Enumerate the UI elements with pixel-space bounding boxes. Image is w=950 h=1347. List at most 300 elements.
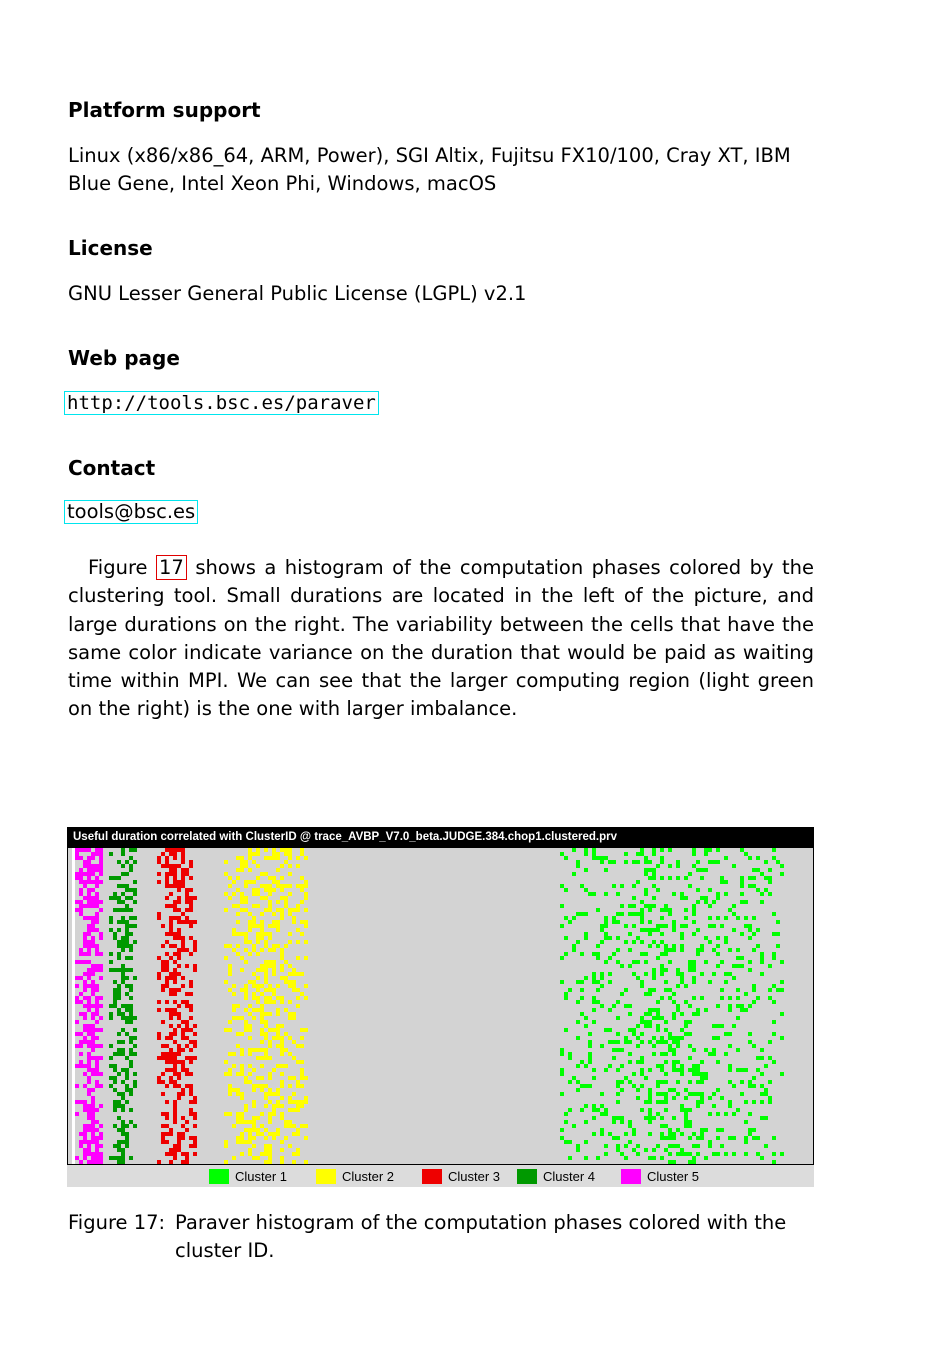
histogram-cell: [288, 908, 292, 912]
histogram-cell: [109, 1044, 113, 1048]
histogram-cell: [736, 996, 740, 1000]
histogram-cell: [272, 1132, 276, 1136]
histogram-cell: [780, 1036, 784, 1040]
histogram-cell: [608, 1132, 612, 1136]
histogram-cell: [776, 860, 780, 864]
histogram-cell: [676, 1008, 680, 1012]
histogram-cell: [664, 924, 668, 928]
histogram-cell: [276, 1128, 280, 1132]
histogram-cell: [87, 1004, 91, 1008]
histogram-cell: [724, 880, 728, 884]
histogram-cell: [236, 1140, 240, 1144]
histogram-cell: [604, 1144, 608, 1148]
histogram-cell: [276, 868, 280, 872]
histogram-cell: [193, 1044, 197, 1048]
histogram-cell: [75, 856, 79, 860]
histogram-cell: [688, 960, 692, 964]
histogram-cell: [224, 892, 228, 896]
histogram-cell: [256, 1132, 260, 1136]
histogram-cell: [87, 1152, 91, 1156]
histogram-cell: [224, 1072, 228, 1076]
histogram-cell: [244, 996, 248, 1000]
histogram-cell: [248, 1132, 252, 1136]
histogram-cell: [224, 1140, 228, 1144]
histogram-cell: [280, 996, 284, 1000]
histogram-cell: [256, 848, 260, 852]
histogram-cell: [720, 988, 724, 992]
histogram-cell: [616, 1080, 620, 1084]
histogram-cell: [189, 992, 193, 996]
histogram-cell: [189, 936, 193, 940]
histogram-cell: [636, 912, 640, 916]
histogram-cell: [260, 992, 264, 996]
histogram-cell: [117, 908, 121, 912]
histogram-cell: [95, 1012, 99, 1016]
histogram-cell: [185, 1120, 189, 1124]
histogram-cell: [161, 1140, 165, 1144]
histogram-cell: [656, 1000, 660, 1004]
histogram-cell: [129, 1004, 133, 1008]
histogram-cell: [292, 1124, 296, 1128]
histogram-cell: [560, 956, 564, 960]
histogram-cell: [83, 960, 87, 964]
histogram-cell: [129, 916, 133, 920]
histogram-cell: [224, 1160, 228, 1164]
histogram-cell: [296, 856, 300, 860]
histogram-cell: [264, 1012, 268, 1016]
histogram-cell: [292, 1040, 296, 1044]
histogram-cell: [672, 992, 676, 996]
histogram-cell: [668, 876, 672, 880]
histogram-cell: [87, 900, 91, 904]
histogram-cell: [95, 944, 99, 948]
histogram-cell: [576, 860, 580, 864]
histogram-cell: [696, 1008, 700, 1012]
histogram-cell: [688, 1108, 692, 1112]
histogram-cell: [252, 892, 256, 896]
histogram-cell: [87, 1092, 91, 1096]
histogram-cell: [248, 856, 252, 860]
histogram-cell: [193, 1124, 197, 1128]
histogram-cell: [300, 852, 304, 856]
histogram-cell: [87, 1032, 91, 1036]
histogram-cell: [117, 1128, 121, 1132]
histogram-cell: [75, 852, 79, 856]
histogram-cell: [248, 880, 252, 884]
histogram-cell: [236, 920, 240, 924]
histogram-cell: [224, 956, 228, 960]
histogram-cell: [612, 1120, 616, 1124]
histogram-cell: [736, 1004, 740, 1008]
histogram-cell: [113, 980, 117, 984]
histogram-cell: [660, 932, 664, 936]
histogram-cell: [740, 956, 744, 960]
histogram-cell: [173, 988, 177, 992]
histogram-cell: [748, 924, 752, 928]
histogram-cell: [260, 1124, 264, 1128]
histogram-cell: [91, 1132, 95, 1136]
histogram-cell: [632, 1128, 636, 1132]
histogram-cell: [75, 960, 79, 964]
histogram-cell: [656, 1100, 660, 1104]
histogram-cell: [75, 872, 79, 876]
histogram-cell: [300, 1100, 304, 1104]
histogram-cell: [584, 1016, 588, 1020]
histogram-cell: [99, 968, 103, 972]
histogram-cell: [117, 1116, 121, 1120]
histogram-cell: [716, 1024, 720, 1028]
histogram-cell: [232, 1008, 236, 1012]
histogram-cell: [272, 1036, 276, 1040]
histogram-cell: [244, 988, 248, 992]
histogram-cell: [189, 1136, 193, 1140]
histogram-cell: [240, 868, 244, 872]
histogram-cell: [576, 912, 580, 916]
histogram-cell: [129, 1060, 133, 1064]
histogram-cell: [264, 848, 268, 852]
histogram-cell: [664, 1020, 668, 1024]
histogram-cell: [248, 1004, 252, 1008]
histogram-cell: [87, 1044, 91, 1048]
histogram-cell: [676, 972, 680, 976]
histogram-cell: [564, 916, 568, 920]
histogram-cell: [169, 916, 173, 920]
histogram-cell: [716, 944, 720, 948]
histogram-cell: [676, 1152, 680, 1156]
histogram-cell: [780, 1152, 784, 1156]
histogram-cell: [280, 896, 284, 900]
histogram-cell: [588, 1060, 592, 1064]
histogram-cell: [177, 1044, 181, 1048]
histogram-cell: [75, 1000, 79, 1004]
histogram-cell: [680, 944, 684, 948]
histogram-cell: [157, 872, 161, 876]
histogram-cell: [157, 972, 161, 976]
histogram-cell: [264, 1020, 268, 1024]
histogram-cell: [264, 908, 268, 912]
histogram-cell: [304, 884, 308, 888]
histogram-cell: [121, 944, 125, 948]
histogram-cell: [684, 1088, 688, 1092]
series-cluster-5: [75, 848, 103, 1164]
histogram-cell: [99, 1144, 103, 1148]
histogram-cell: [660, 972, 664, 976]
histogram-cell: [636, 860, 640, 864]
histogram-cell: [272, 1092, 276, 1096]
histogram-cell: [656, 1064, 660, 1068]
histogram-cell: [95, 1008, 99, 1012]
histogram-cell: [632, 1084, 636, 1088]
histogram-cell: [752, 932, 756, 936]
histogram-cell: [676, 1144, 680, 1148]
histogram-cell: [99, 1152, 103, 1156]
series-cluster-2: [224, 848, 308, 1164]
histogram-cell: [264, 996, 268, 1000]
histogram-cell: [87, 1160, 91, 1164]
histogram-cell: [121, 1148, 125, 1152]
histogram-cell: [244, 936, 248, 940]
histogram-cell: [181, 880, 185, 884]
histogram-cell: [91, 1088, 95, 1092]
histogram-cell: [304, 1096, 308, 1100]
legend-label: Cluster 3: [448, 1169, 501, 1184]
histogram-cell: [648, 920, 652, 924]
histogram-cell: [75, 1032, 79, 1036]
histogram-cell: [87, 1060, 91, 1064]
histogram-cell: [87, 1052, 91, 1056]
histogram-cell: [87, 952, 91, 956]
histogram-cell: [640, 940, 644, 944]
histogram-cell: [280, 888, 284, 892]
histogram-cell: [228, 1020, 232, 1024]
histogram-cell: [260, 1064, 264, 1068]
histogram-cell: [189, 924, 193, 928]
histogram-cell: [732, 1084, 736, 1088]
histogram-cell: [181, 912, 185, 916]
histogram-cell: [672, 1048, 676, 1052]
histogram-cell: [125, 1004, 129, 1008]
histogram-cell: [648, 1096, 652, 1100]
histogram-cell: [121, 1092, 125, 1096]
histogram-cell: [169, 892, 173, 896]
histogram-cell: [109, 852, 113, 856]
histogram-cell: [568, 988, 572, 992]
histogram-cell: [708, 940, 712, 944]
histogram-cell: [700, 868, 704, 872]
histogram-cell: [248, 940, 252, 944]
contact-email-link[interactable]: tools@bsc.es: [64, 500, 198, 524]
histogram-cell: [660, 1080, 664, 1084]
histogram-cell: [684, 1124, 688, 1128]
histogram-cell: [248, 1048, 252, 1052]
histogram-cell: [256, 1008, 260, 1012]
histogram-cell: [672, 892, 676, 896]
histogram-cell: [752, 984, 756, 988]
histogram-cell: [99, 1044, 103, 1048]
histogram-cell: [236, 1016, 240, 1020]
histogram-cell: [576, 1064, 580, 1068]
histogram-cell: [588, 1056, 592, 1060]
histogram-cell: [260, 948, 264, 952]
histogram-cell: [169, 1160, 173, 1164]
histogram-cell: [113, 1064, 117, 1068]
histogram-cell: [169, 1080, 173, 1084]
caption-text: Paraver histogram of the computation phases colored with the cluster ID.: [175, 1211, 787, 1263]
histogram-cell: [708, 1144, 712, 1148]
histogram-cell: [240, 1120, 244, 1124]
histogram-cell: [189, 1072, 193, 1076]
histogram-cell: [648, 1156, 652, 1160]
histogram-cell: [121, 848, 125, 852]
histogram-cell: [680, 1104, 684, 1108]
histogram-cell: [252, 980, 256, 984]
histogram-cell: [169, 956, 173, 960]
histogram-cell: [236, 952, 240, 956]
histogram-cell: [173, 976, 177, 980]
histogram-cell: [189, 1144, 193, 1148]
histogram-cell: [752, 1000, 756, 1004]
histogram-cell: [640, 1032, 644, 1036]
histogram-cell: [672, 1064, 676, 1068]
histogram-cell: [260, 1028, 264, 1032]
histogram-cell: [95, 876, 99, 880]
histogram-cell: [232, 932, 236, 936]
histogram-cell: [244, 960, 248, 964]
histogram-cell: [572, 1076, 576, 1080]
histogram-cell: [600, 1004, 604, 1008]
histogram-cell: [276, 900, 280, 904]
histogram-cell: [652, 896, 656, 900]
histogram-cell: [173, 848, 177, 852]
histogram-cell: [772, 952, 776, 956]
histogram-cell: [768, 996, 772, 1000]
histogram-cell: [716, 1152, 720, 1156]
histogram-cell: [668, 912, 672, 916]
histogram-cell: [560, 1048, 564, 1052]
histogram-cell: [91, 1044, 95, 1048]
histogram-cell: [79, 856, 83, 860]
histogram-cell: [181, 948, 185, 952]
histogram-cell: [692, 1048, 696, 1052]
histogram-cell: [688, 884, 692, 888]
histogram-cell: [181, 848, 185, 852]
histogram-cell: [608, 1040, 612, 1044]
histogram-cell: [165, 1036, 169, 1040]
webpage-link[interactable]: http://tools.bsc.es/paraver: [64, 391, 379, 415]
histogram-cell: [95, 1140, 99, 1144]
histogram-cell: [740, 1004, 744, 1008]
histogram-cell: [744, 924, 748, 928]
histogram-cell: [129, 1064, 133, 1068]
histogram-cell: [760, 892, 764, 896]
histogram-cell: [652, 976, 656, 980]
histogram-cell: [260, 932, 264, 936]
histogram-cell: [129, 1092, 133, 1096]
histogram-cell: [95, 916, 99, 920]
histogram-cell: [272, 1112, 276, 1116]
histogram-cell: [87, 1144, 91, 1148]
histogram-cell: [304, 896, 308, 900]
histogram-cell: [169, 920, 173, 924]
legend-item-cluster-1: [209, 1169, 287, 1184]
histogram-cell: [173, 1072, 177, 1076]
histogram-cell: [181, 1060, 185, 1064]
histogram-cell: [79, 1000, 83, 1004]
histogram-cell: [672, 1096, 676, 1100]
histogram-cell: [700, 896, 704, 900]
histogram-cell: [193, 920, 197, 924]
histogram-cell: [236, 904, 240, 908]
histogram-cell: [165, 980, 169, 984]
histogram-cell: [181, 884, 185, 888]
histogram-cell: [256, 1116, 260, 1120]
histogram-cell: [177, 1072, 181, 1076]
histogram-cell: [684, 1020, 688, 1024]
histogram-cell: [177, 1004, 181, 1008]
histogram-cell: [296, 940, 300, 944]
histogram-cell: [700, 1060, 704, 1064]
histogram-cell: [83, 988, 87, 992]
histogram-cell: [240, 1064, 244, 1068]
histogram-cell: [173, 1012, 177, 1016]
histogram-cell: [732, 928, 736, 932]
histogram-cell: [728, 1068, 732, 1072]
histogram-cell: [177, 1148, 181, 1152]
histogram-cell: [185, 1156, 189, 1160]
histogram-cell: [296, 904, 300, 908]
histogram-cell: [173, 1116, 177, 1120]
histogram-cell: [129, 848, 133, 852]
histogram-cell: [680, 1072, 684, 1076]
figure-ref-link[interactable]: 17: [156, 555, 187, 580]
histogram-cell: [672, 948, 676, 952]
histogram-cell: [121, 1124, 125, 1128]
histogram-cell: [248, 1052, 252, 1056]
histogram-cell: [672, 1016, 676, 1020]
histogram-cell: [680, 1132, 684, 1136]
histogram-cell: [296, 1060, 300, 1064]
histogram-cell: [276, 852, 280, 856]
histogram-cell: [276, 856, 280, 860]
histogram-cell: [668, 1128, 672, 1132]
histogram-cell: [248, 1012, 252, 1016]
histogram-cell: [668, 948, 672, 952]
histogram-cell: [95, 920, 99, 924]
histogram-cell: [276, 1100, 280, 1104]
histogram-cell: [664, 1040, 668, 1044]
histogram-cell: [300, 1084, 304, 1088]
histogram-cell: [632, 1148, 636, 1152]
histogram-cell: [584, 888, 588, 892]
histogram-cell: [161, 1132, 165, 1136]
histogram-cell: [780, 1012, 784, 1016]
histogram-cell: [596, 952, 600, 956]
histogram-cell: [580, 952, 584, 956]
histogram-cell: [117, 952, 121, 956]
histogram-cell: [732, 964, 736, 968]
histogram-cell: [181, 872, 185, 876]
histogram-cell: [91, 1072, 95, 1076]
histogram-cell: [173, 968, 177, 972]
histogram-cell: [95, 1060, 99, 1064]
histogram-cell: [660, 1036, 664, 1040]
histogram-cell: [264, 1052, 268, 1056]
histogram-cell: [177, 932, 181, 936]
histogram-cell: [185, 1036, 189, 1040]
histogram-cell: [117, 1156, 121, 1160]
histogram-cell: [252, 880, 256, 884]
histogram-cell: [99, 1084, 103, 1088]
histogram-cell: [236, 932, 240, 936]
histogram-cell: [604, 1152, 608, 1156]
histogram-cell: [604, 1068, 608, 1072]
histogram-cell: [157, 1036, 161, 1040]
histogram-cell: [640, 900, 644, 904]
histogram-cell: [228, 1068, 232, 1072]
histogram-cell: [244, 880, 248, 884]
histogram-cell: [129, 908, 133, 912]
histogram-cell: [173, 904, 177, 908]
histogram-cell: [740, 1068, 744, 1072]
histogram-cell: [272, 972, 276, 976]
histogram-cell: [280, 1096, 284, 1100]
histogram-cell: [252, 1008, 256, 1012]
histogram-cell: [87, 1068, 91, 1072]
histogram-cell: [185, 916, 189, 920]
histogram-cell: [748, 1080, 752, 1084]
histogram-cell: [75, 908, 79, 912]
histogram-cell: [87, 932, 91, 936]
